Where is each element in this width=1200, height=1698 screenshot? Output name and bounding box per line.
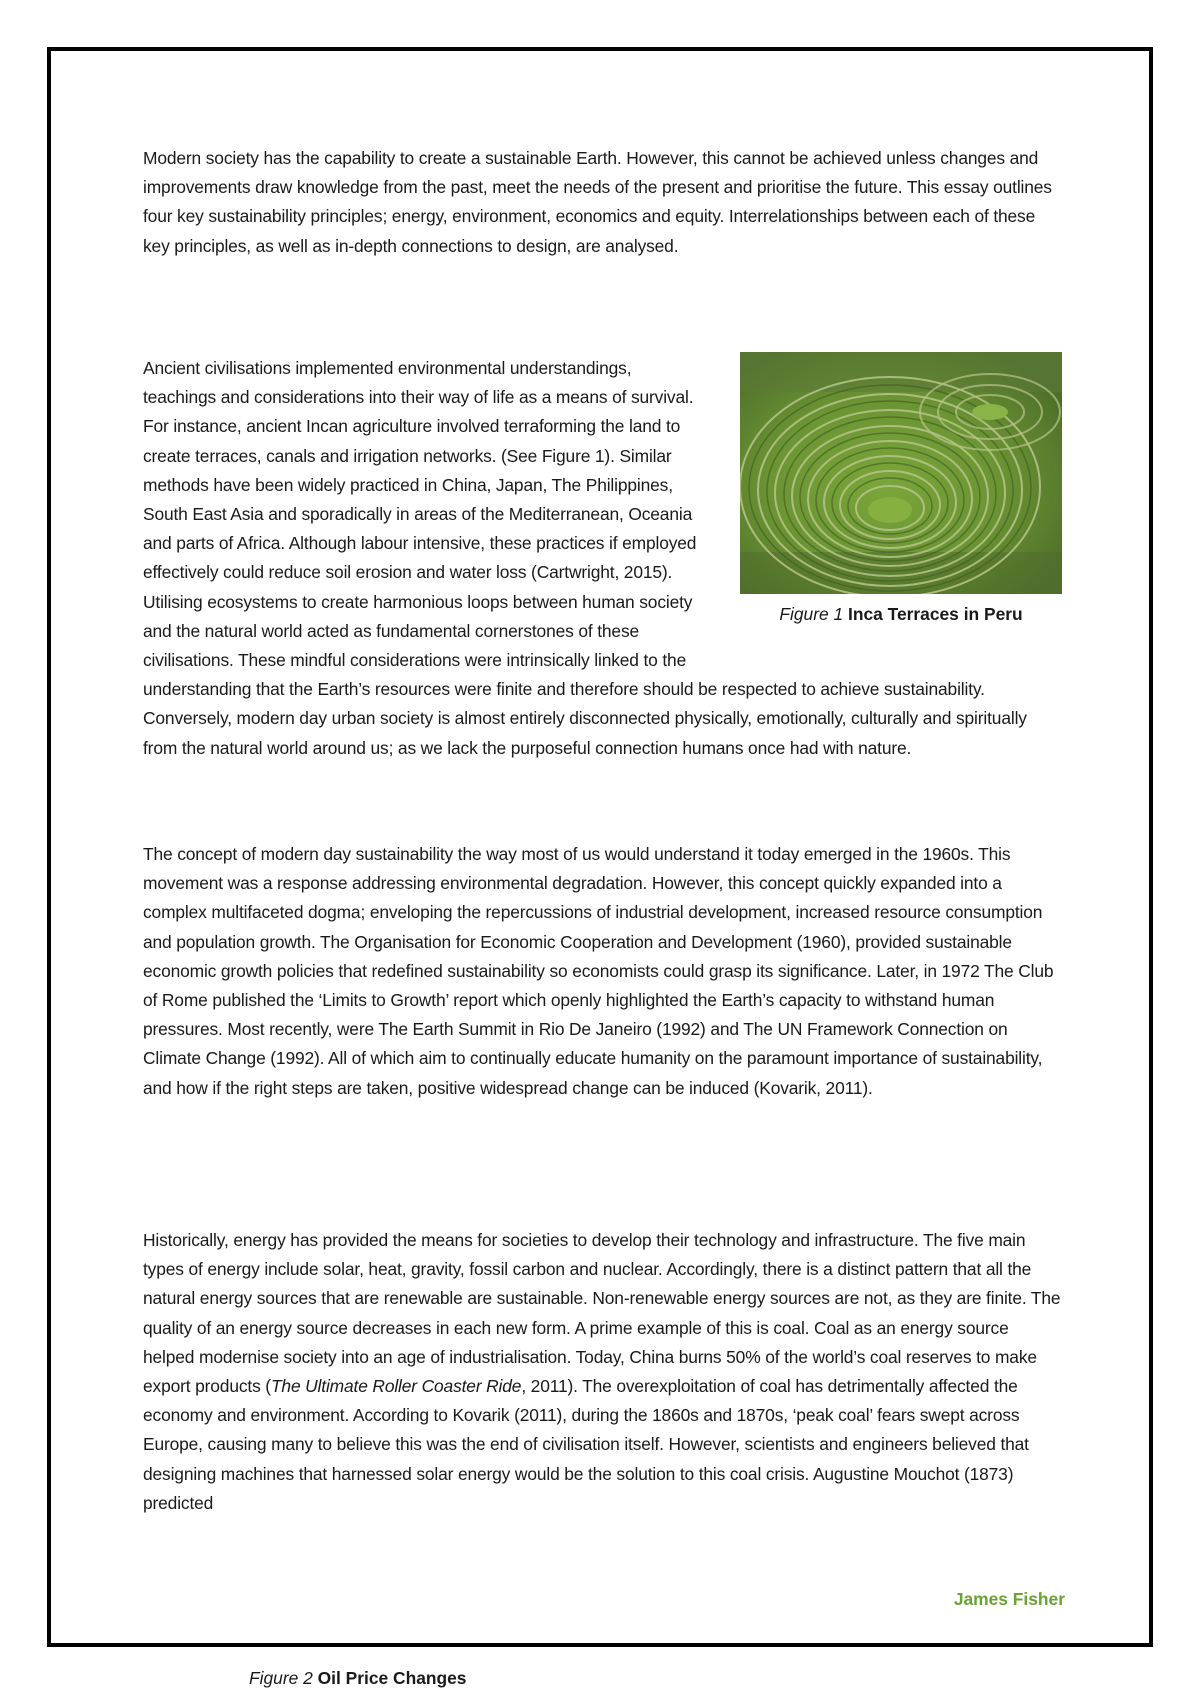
energy-cited-title: The Ultimate Roller Coaster Ride (270, 1376, 522, 1397)
energy-section (143, 1226, 1063, 1518)
energy-paragraph (143, 1226, 1063, 1518)
figure-2-label: Figure 2 (249, 1668, 313, 1688)
concept-paragraph: The concept of modern day sustainability the way most of us would understand it today emerged in the 1960s. This movement was a response addressing environmental degradation. However, this concept quickly expanded into a complex multifaceted dogma; enveloping the repercussions of industrial development, increased resource consumption and population growth. The Organisation for Economic Cooperation and Development (1960), provided sustainable economic growth policies that redefined sustainability so economists could grasp its significance. Later, in 1972 The Club of Rome published the ‘Limits to Growth’ report which openly highlighted the Earth’s capacity to withstand human pressures. Most recently, were The Earth Summit in Rio De Janeiro (1992) and The UN Framework Connection on Climate Change (1992). All of which aim to continually educate humanity on the paramount importance of sustainability, and how if the right steps are taken, positive widespread change can be induced (Kovarik, 2011). (143, 844, 1054, 1098)
concept-section (143, 840, 1063, 1103)
figure-1-label: Figure 1 (779, 604, 844, 624)
author-name: James Fisher (953, 1589, 1065, 1609)
intro-paragraph: Modern society has the capability to create a sustainable Earth. However, this cannot be achieved unless changes and improvements draw knowledge from the past, meet the needs of the present and prioritise the future. This essay outlines four key sustainability principles; energy, environment, economics and equity. Interrelationships between each of these key principles, as well as in-depth connections to design, are analysed. (143, 148, 1052, 256)
inca-terraces-image (740, 352, 1062, 594)
figure-1-title: Inca Terraces in Peru (848, 604, 1023, 624)
figure-2-title: Oil Price Changes (317, 1668, 467, 1688)
incan-paragraph: Ancient civilisations implemented environmental understandings, teachings and considerations into their way of life as a means of survival. For instance, ancient Incan agriculture involved terraforming the land to create terraces, canals and irrigation networks. (See Figure 1). Similar methods have been widely practiced in China, Japan, The Philippines, South East Asia and sporadically in areas of the Mediterranean, Oceania and parts of Africa. Although labour intensive, these practices if employed effectively could reduce soil erosion and water loss (Cartwright, 2015). Utilising ecosystems to create harmonious loops between human society and the natural world acted as fundamental cornerstones of these civilisations. These mindful considerations were intrinsically linked to the understanding that the Earth’s resources were finite and therefore should be respected to achieve sustainability. Conversely, modern day urban society is almost entirely disconnected physically, emotionally, culturally and spiritually from the natural world around us; as we lack the purposeful connection humans once had with nature. (143, 358, 1027, 758)
energy-text-part2: , 2011). The overexploitation of coal has detrimentally affected the economy and environment. According to Kovarik (2011), during the 1860s and 1870s, ‘peak coal’ fears swept across Europe, causing many to believe this was the end of civilisation itself. However, scientists and engineers believed that designing machines that harnessed solar energy would be the solution to this coal crisis. Augustine Mouchot (1873) predicted (143, 1376, 1029, 1513)
intro-section (143, 144, 1063, 261)
figure-1-caption (740, 604, 1062, 625)
figure-2-caption (249, 1668, 466, 1689)
energy-text-part1: Historically, energy has provided the means for societies to develop their technology and infrastructure. The five main types of energy include solar, heat, gravity, fossil carbon and nuclear. Accordingly, there is a distinct pattern that all the natural energy sources that are renewable are sustainable. Non-renewable energy sources are not, as they are finite. The quality of an energy source decreases in each new form. A prime example of this is coal. Coal as an energy source helped modernise society into an age of industrialisation. Today, China burns 50% of the world’s coal reserves to make export products ( (143, 1230, 1061, 1397)
